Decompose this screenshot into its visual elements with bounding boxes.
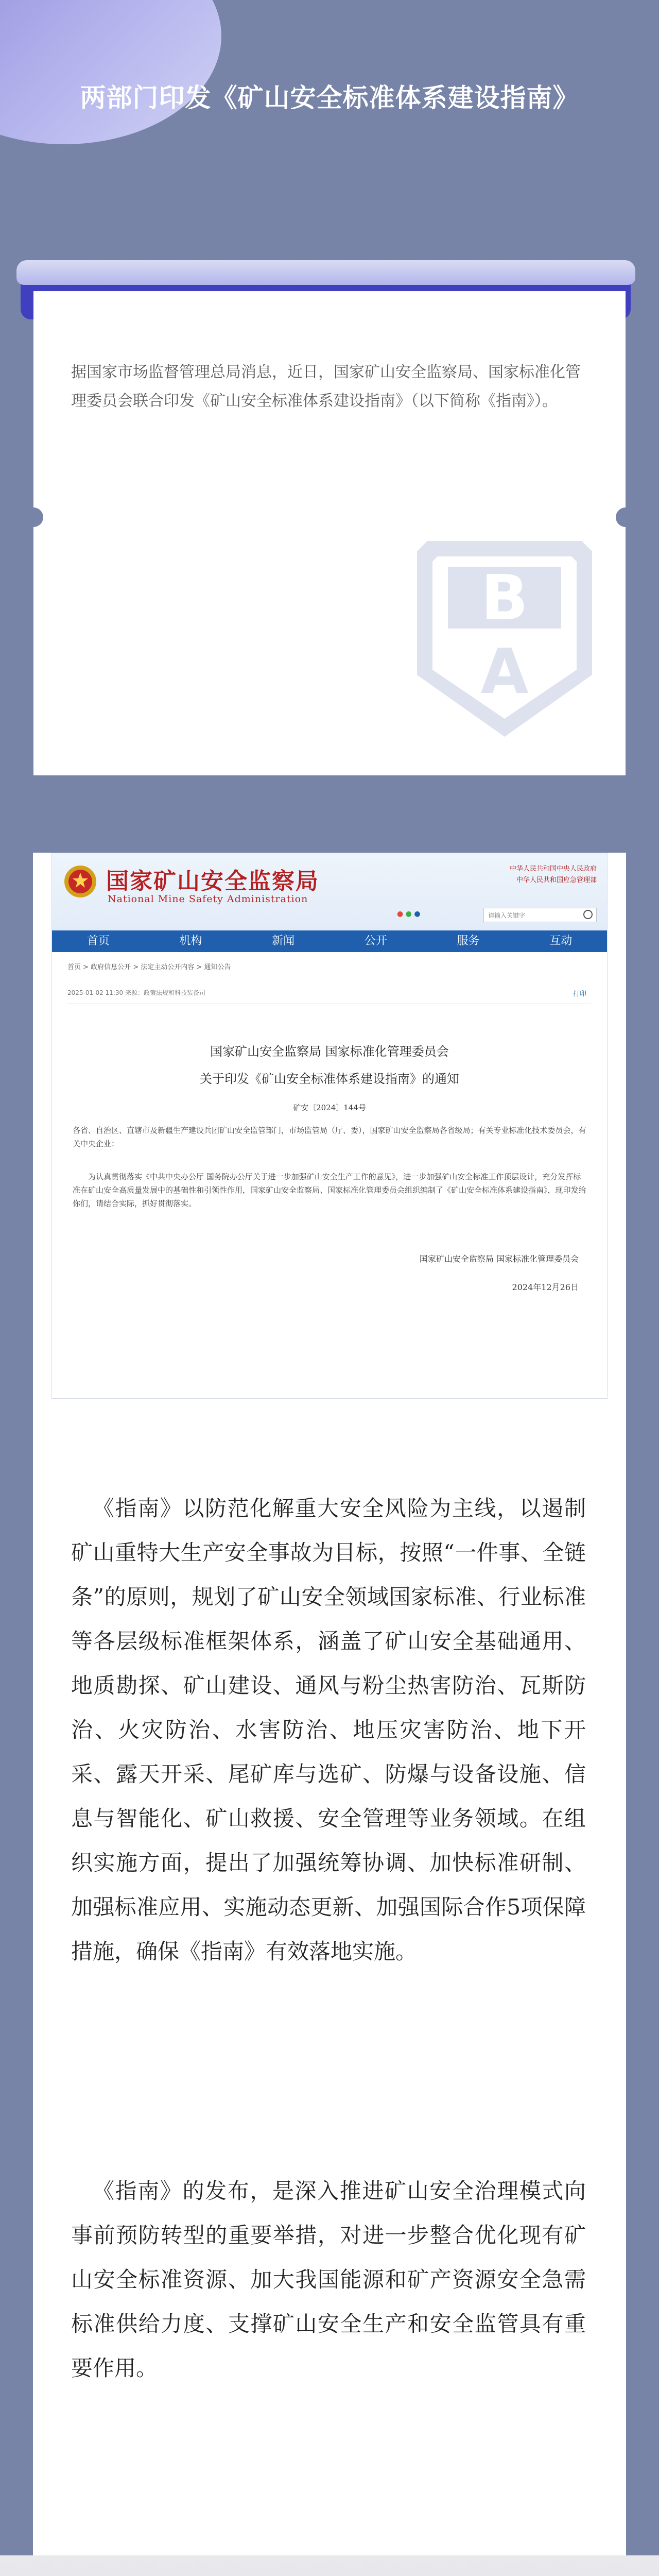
doc-body: 为认真贯彻落实《中共中央办公厅 国务院办公厅关于进一步加强矿山安全生产工作的意见》，进一步加强矿山安全标准工作顶层设计，充分发挥标准在矿山安全高质量发展中的基础性和引领性作用，国家矿山安全监察局、国家标准化管理委员会组织编制了《矿山安全标准体系建设指南》，现印发给你们，请结合实际，抓好贯彻落实。 [73, 1172, 586, 1208]
logo-letter-b: B [481, 563, 528, 634]
nav-public[interactable]: 公开 [364, 935, 387, 947]
breadcrumb[interactable]: 首页 > 政府信息公开 > 法定主动公开内容 > 通知公告 [67, 963, 231, 971]
nav-organization[interactable]: 机构 [179, 935, 202, 947]
link-emergency-ministry[interactable]: 中华人民共和国应急管理部 [516, 876, 597, 884]
doc-date: 2024年12月26日 [512, 1282, 579, 1292]
mobile-icon[interactable]: ● [414, 910, 421, 918]
doc-signature: 国家矿山安全监察局 国家标准化管理委员会 [419, 1254, 579, 1264]
body-paragraph-2: 《指南》的发布，是深入推进矿山安全治理模式向事前预防转型的重要举措，对进一步整合优化现有矿山安全标准资源、加大我国能源和矿产资源安全急需标准供给力度、支撑矿山安全生产和安全监管具有重要作用。 [71, 2178, 586, 2381]
doc-heading-2: 关于印发《矿山安全标准体系建设指南》的通知 [200, 1072, 459, 1086]
site-name-english: National Mine Safety Administration [108, 893, 308, 905]
decorative-circle [0, 0, 221, 144]
nav-home[interactable]: 首页 [86, 935, 110, 947]
search-icon[interactable] [583, 910, 593, 919]
body-paragraph-1: 《指南》以防范化解重大安全风险为主线，以遏制矿山重特大生产安全事故为目标，按照“一件事、全链条”的原则，规划了矿山安全领域国家标准、行业标准等各层级标准框架体系，涵盖了矿山安全基础通用、地质勘探、矿山建设、通风与粉尘热害防治、瓦斯防治、火灾防治、水害防治、地压灾害防治、地下开采、露天开采、尾矿库与选矿、防爆与设备设施、信息与智能化、矿山救援、安全管理等业务领域。在组织实施方面，提出了加强统筹协调、加快标准研制、加强标准应用、实施动态更新、加强国际合作5项保障措施，确保《指南》有效落地实施。 [71, 1496, 586, 1964]
nav-interaction[interactable]: 互动 [549, 935, 573, 947]
nav-news[interactable]: 新闻 [272, 935, 295, 947]
card-edge-dot [24, 507, 43, 527]
article-meta: 2025-01-02 11:30 来源：政策法规和科技装备司 [67, 989, 205, 996]
main-nav [52, 930, 607, 952]
wechat-icon[interactable]: ● [405, 910, 412, 918]
national-emblem-icon [63, 865, 97, 899]
doc-heading-1: 国家矿山安全监察局 国家标准化管理委员会 [210, 1044, 449, 1059]
print-button[interactable]: 打印 [573, 990, 586, 998]
accessibility-tools [397, 910, 421, 918]
footer-banner [0, 2555, 659, 2576]
page-title: 两部门印发《矿山安全标准体系建设指南》 [80, 83, 579, 113]
intro-card-lip [16, 260, 635, 285]
site-name: 国家矿山安全监察局 [106, 868, 319, 894]
website-screenshot [51, 853, 608, 1399]
weibo-icon[interactable]: ● [397, 910, 404, 918]
logo-letter-a: A [480, 636, 529, 708]
nav-service[interactable]: 服务 [457, 935, 480, 947]
card-edge-dot [616, 507, 635, 527]
link-central-government[interactable]: 中华人民共和国中央人民政府 [509, 865, 597, 873]
doc-number: 矿安〔2024〕144号 [293, 1103, 366, 1112]
ba-shield-logo [407, 531, 602, 747]
intro-text: 据国家市场监督管理总局消息，近日，国家矿山安全监察局、国家标准化管理委员会联合印发《矿山安全标准体系建设指南》（以下简称《指南》）。 [71, 363, 581, 410]
search-input[interactable]: 请输入关键字 [483, 908, 597, 922]
top-links [510, 863, 597, 886]
doc-recipients: 各省、自治区、直辖市及新疆生产建设兵团矿山安全监管部门，市场监管局（厅、委），国家矿山安全监察局各省级局；有关专业标准化技术委员会，有关中央企业： [73, 1126, 586, 1148]
